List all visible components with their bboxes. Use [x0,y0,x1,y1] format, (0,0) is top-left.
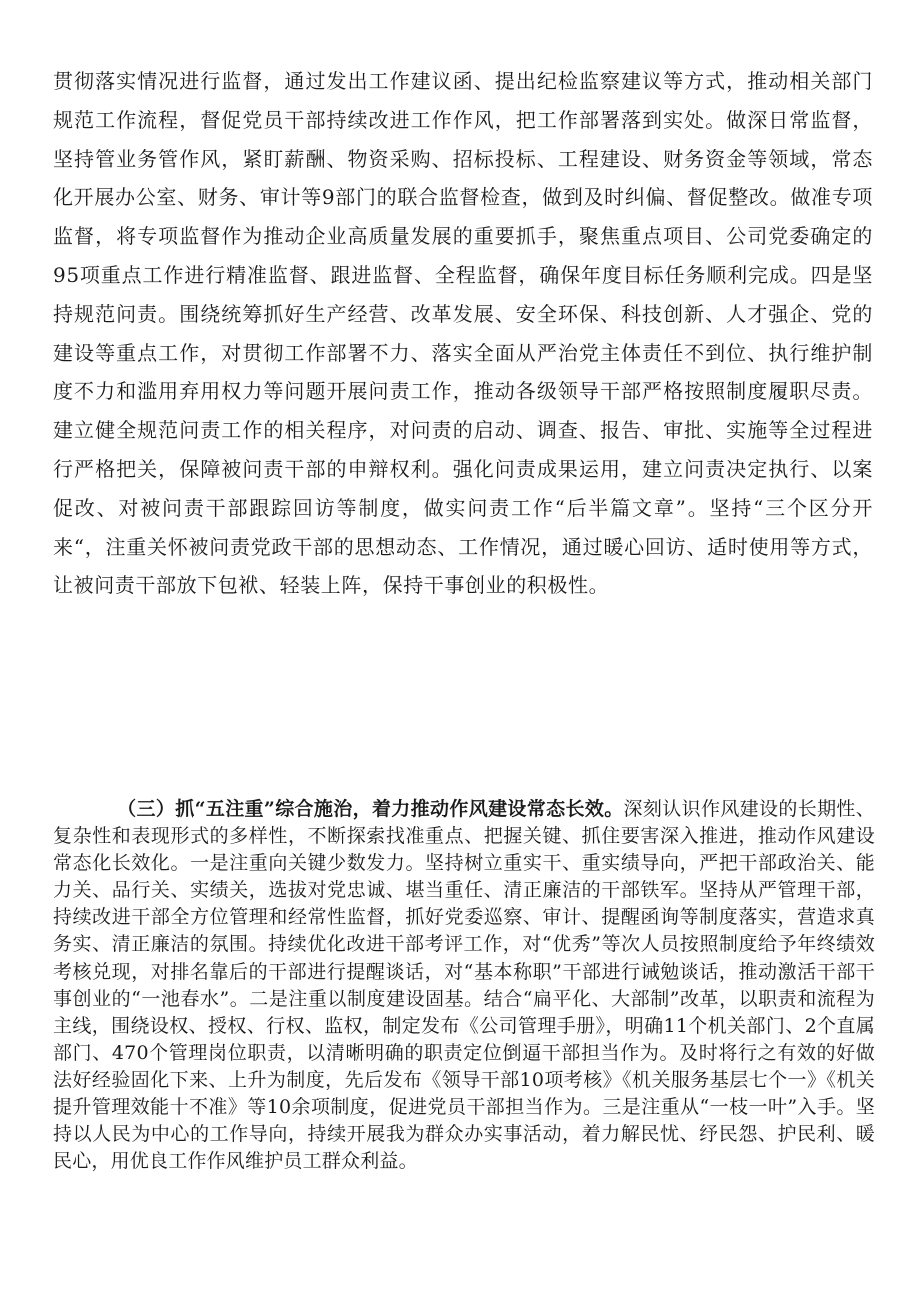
section-heading: （三）抓“五注重”综合施治，着力推动作风建设常态长效。 [117,798,624,820]
section-body-text: 深刻认识作风建设的长期性、复杂性和表现形式的多样性，不断探索找准重点、把握关键、抓住要害深入推进，推动作风建设常态化长效化。一是注重向关键少数发力。坚持树立重实干、重实绩导向，严把干部政治关、能力关、品行关、实绩关，选拔对党忠诚、堪当重任、清正廉洁的干部铁军。坚持从严管理干部，持续改进干部全方位管理和经常性监督，抓好党委巡察、审计、提醒函询等制度落实，营造求真务实、清正廉洁的氛围。持续优化改进干部考评工作，对“优秀”等次人员按照制度给予年终绩效考核兑现，对排名靠后的干部进行提醒谈话，对“基本称职”干部进行诫勉谈话，推动激活干部干事创业的“一池春水”。二是注重以制度建设固基。结合“扁平化、大部制”改革，以职责和流程为主线，围绕设权、授权、行权、监权，制定发布《公司管理手册》，明确11个机关部门、2个直属部门、470个管理岗位职责，以清晰明确的职责定位倒逼干部担当作为。及时将行之有效的好做法好经验固化下来、上升为制度，先后发布《领导干部10项考核》《机关服务基层七个一》《机关提升管理效能十不准》等10余项制度，促进党员干部担当作为。三是注重从“一枝一叶”入手。坚持以人民为中心的工作导向，持续开展我为群众办实事活动，着力解民忧、纾民怨、护民利、暖民心，用优良工作作风维护员工群众利益。 [53,798,875,1173]
body-paragraph-1: 贯彻落实情况进行监督，通过发出工作建议函、提出纪检监察建议等方式，推动相关部门规范工作流程，督促党员干部持续改进工作作风，把工作部署落到实处。做深日常监督，坚持管业务管作风，紧盯薪酬、物资采购、招标投标、工程建设、财务资金等领域，常态化开展办公室、财务、审计等9部门的联合监督检查，做到及时纠偏、督促整改。做准专项监督，将专项监督作为推动企业高质量发展的重要抓手，聚焦重点项目、公司党委确定的95项重点工作进行精准监督、跟进监督、全程监督，确保年度目标任务顺利完成。四是坚持规范问责。围绕统筹抓好生产经营、改革发展、安全环保、科技创新、人才强企、党的建设等重点工作，对贯彻工作部署不力、落实全面从严治党主体责任不到位、执行维护制度不力和滥用弃用权力等问题开展问责工作，推动各级领导干部严格按照制度履职尽责。建立健全规范问责工作的相关程序，对问责的启动、调查、报告、审批、实施等全过程进行严格把关，保障被问责干部的申辩权利。强化问责成果运用，建立问责决定执行、以案促改、对被问责干部跟踪回访等制度，做实问责工作“后半篇文章”。坚持“三个区分开来“，注重关怀被问责党政干部的思想动态、工作情况，通过暖心回访、适时使用等方式，让被问责干部放下包袱、轻装上阵，保持干事创业的积极性。 [53,69,873,598]
body-paragraph-2 [53,796,875,1175]
